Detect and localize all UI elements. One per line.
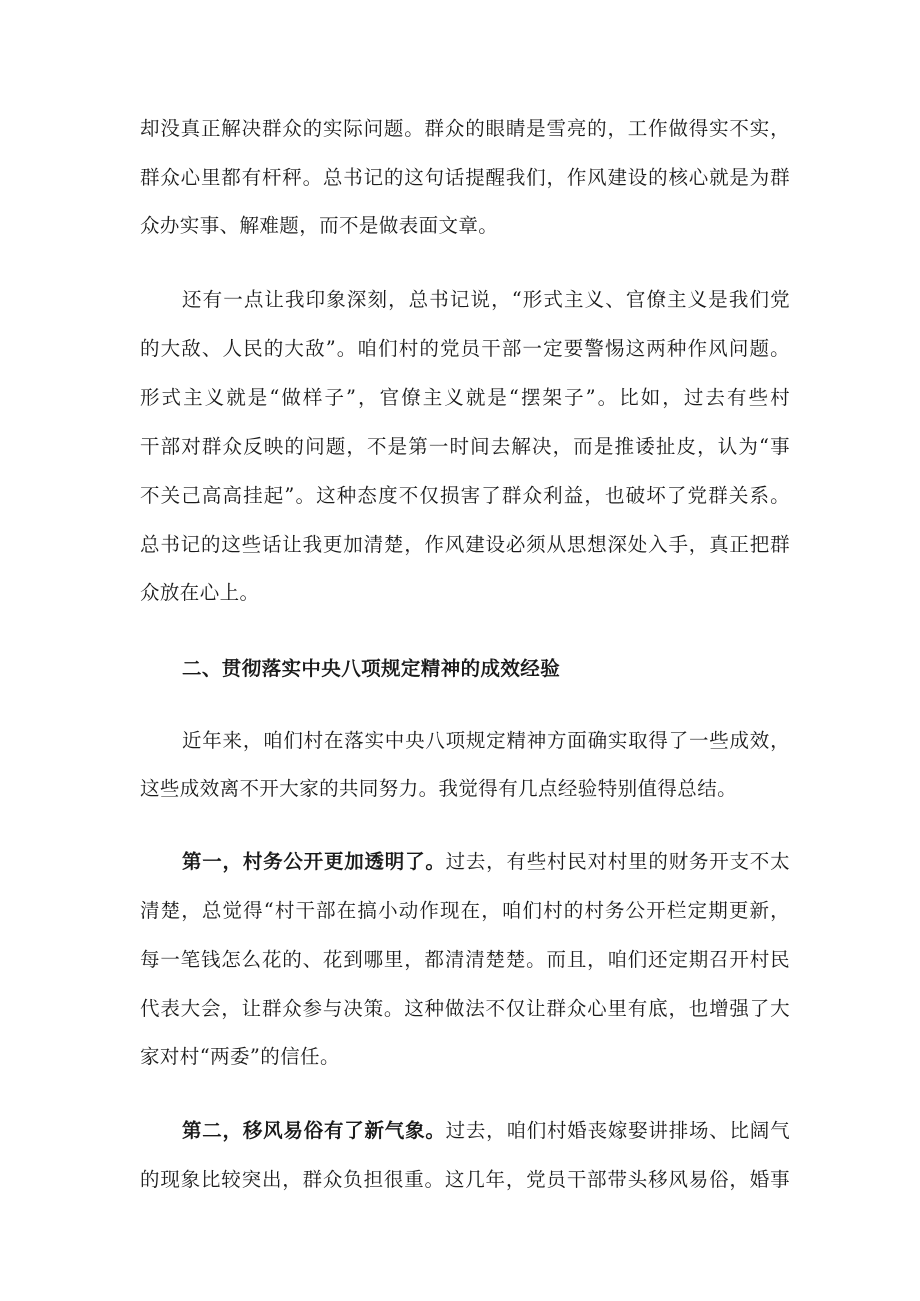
paragraph-lead-bold: 第二，移风易俗有了新气象。 [182,1119,446,1142]
paragraph-line: 众办实事、解难题，而不是做表面文章。 [140,214,499,237]
paragraph-line: 干部对群众反映的问题，不是第一时间去解决，而是推诿扯皮，认为“事 [140,435,790,458]
paragraph-line: 这些成效离不开大家的共同努力。我觉得有几点经验特别值得总结。 [140,777,738,800]
paragraph-line: 总书记的这些话让我更加清楚，作风建设必须从思想深处入手，真正把群 [140,533,790,556]
paragraph-line: 却没真正解决群众的实际问题。群众的眼睛是雪亮的，工作做得实不实， [140,117,790,140]
paragraph-line: 的现象比较突出，群众负担很重。这几年，党员干部带头移风易俗，婚事 [140,1168,790,1191]
paragraph-line: 的大敌、人民的大敌”。咱们村的党员干部一定要警惕这两种作风问题。 [140,337,790,360]
paragraph-line: 近年来，咱们村在落实中央八项规定精神方面确实取得了一些成效， [182,729,790,752]
paragraph-line: 形式主义就是“做样子”，官僚主义就是“摆架子”。比如，过去有些村 [140,386,790,409]
paragraph-line: 不关己高高挂起”。这种态度不仅损害了群众利益，也破坏了党群关系。 [140,484,790,507]
paragraph-text: 过去，咱们村婚丧嫁娶讲排场、比阔气 [445,1119,790,1142]
paragraph-line: 代表大会，让群众参与决策。这种做法不仅让群众心里有底，也增强了大 [140,997,790,1020]
paragraph-line: 还有一点让我印象深刻，总书记说，“形式主义、官僚主义是我们党 [182,288,790,311]
paragraph-line: 家对村“两委”的信任。 [140,1045,340,1068]
paragraph-text: 过去，有些村民对村里的财务开支不太 [445,850,790,873]
paragraph-line: 众放在心上。 [140,581,260,604]
paragraph-line [182,848,790,876]
paragraph-line: 群众心里都有杆秤。总书记的这句话提醒我们，作风建设的核心就是为群 [140,166,790,189]
paragraph-lead-bold: 第一，村务公开更加透明了。 [182,850,446,873]
paragraph-line: 清楚，总觉得“村干部在搞小动作现在，咱们村的村务公开栏定期更新， [140,899,790,922]
paragraph-line [182,1117,790,1145]
section-heading: 二、贯彻落实中央八项规定精神的成效经验 [182,657,561,680]
paragraph-line: 每一笔钱怎么花的、花到哪里，都清清楚楚。而且，咱们还定期召开村民 [140,948,790,971]
